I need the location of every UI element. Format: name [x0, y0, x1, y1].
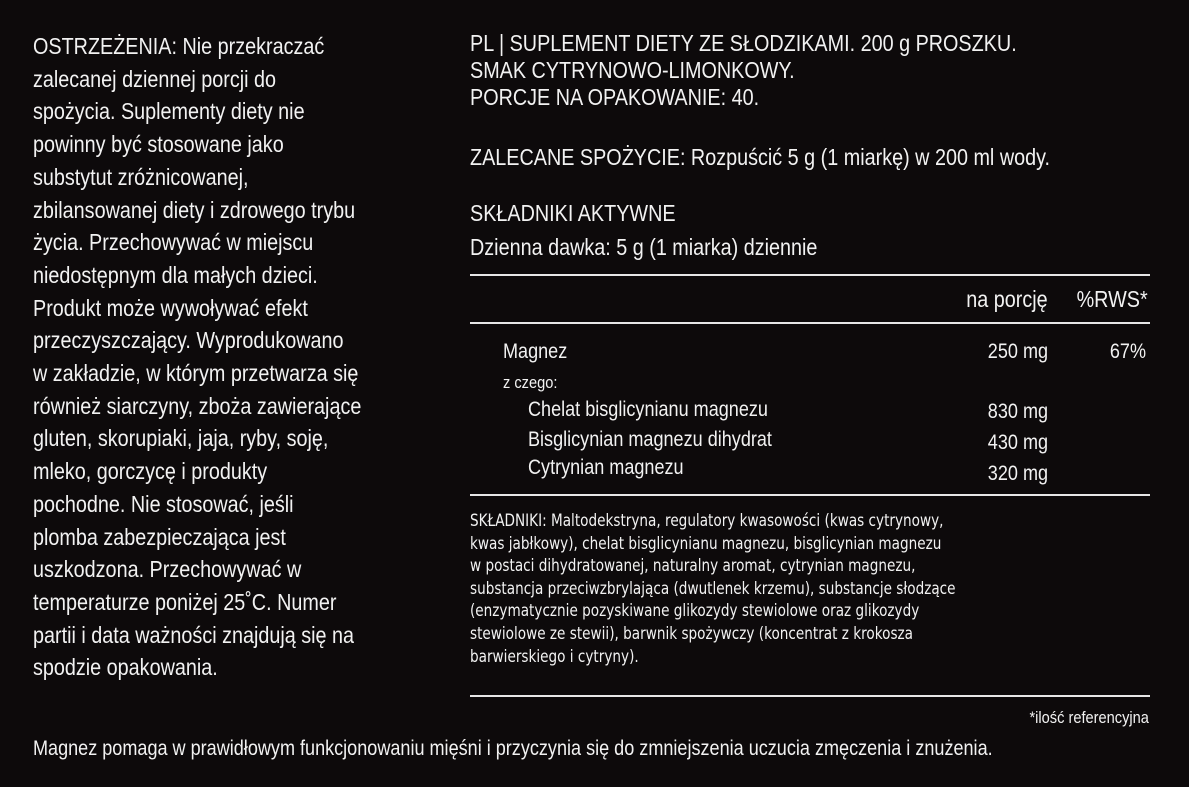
table-row-name: Chelat bisglicynianu magnezu — [528, 398, 768, 421]
daily-dose-line: Dzienna dawka: 5 g (1 miarka) dziennie — [470, 234, 818, 260]
product-title: PL | SUPLEMENT DIETY ZE SŁODZIKAMI. 200 g PROSZKU. — [470, 30, 1017, 56]
warning-line: gluten, skorupiaki, jaja, ryby, soję, — [33, 425, 329, 452]
table-row-subheading: z czego: — [503, 373, 558, 392]
ingredients-line: stewiolowe ze stewii), barwnik spożywczy (koncentrat z krokosza — [470, 623, 914, 644]
warning-line: niedostępnym dla małych dzieci. — [33, 261, 318, 288]
warning-line: partii i data ważności znajdują się na — [33, 621, 355, 648]
warning-line: substytut zróżnicowanej, — [33, 163, 249, 190]
ingredients-bottom-rule — [470, 695, 1150, 697]
warning-text-block — [33, 30, 453, 684]
col-header-rws: %RWS* — [1076, 286, 1148, 312]
table-row-amount: 250 mg — [987, 340, 1048, 363]
table-bottom-rule — [470, 494, 1150, 496]
warning-line: Produkt może wywoływać efekt — [33, 294, 308, 321]
health-claim: Magnez pomaga w prawidłowym funkcjonowaniu mięśni i przyczynia się do zmniejszenia uczucia zmęczenia i znużenia. — [33, 737, 993, 760]
col-header-per-serving: na porcję — [966, 286, 1048, 312]
warning-line: mleko, gorczycę i produkty — [33, 458, 268, 485]
warning-line: życia. Przechowywać w miejscu — [33, 229, 314, 256]
recommended-dosage: ZALECANE SPOŻYCIE: Rozpuścić 5 g (1 miarkę) w 200 ml wody. — [470, 144, 1051, 170]
warning-line: plomba zabezpieczająca jest — [33, 523, 286, 550]
warning-line: temperaturze poniżej 25˚C. Numer — [33, 588, 337, 615]
ingredients-block — [470, 510, 1150, 668]
table-row-amount: 320 mg — [987, 462, 1048, 485]
warning-line: zbilansowanej diety i zdrowego trybu — [33, 196, 356, 223]
table-row-amount: 430 mg — [987, 431, 1048, 454]
table-row-rws: 67% — [1109, 340, 1146, 363]
reference-footnote: *ilość referencyjna — [1029, 708, 1149, 727]
table-header-rule — [470, 322, 1150, 324]
product-header — [470, 30, 1150, 111]
table-top-rule — [470, 274, 1150, 276]
ingredients-line: (enzymatycznie pozyskiwane glikozydy stewiolowe oraz glikozydy — [470, 601, 920, 622]
ingredients-line: w postaci dihydratowanej, naturalny aromat, cytrynian magnezu, — [470, 556, 916, 577]
ingredients-line: kwas jabłkowy), chelat bisglicynianu magnezu, bisglicynian magnezu — [470, 533, 942, 554]
table-row-name: Magnez — [503, 340, 568, 363]
warning-line: spożycia. Suplementy diety nie — [33, 98, 305, 125]
table-row-name: Cytrynian magnezu — [528, 456, 684, 479]
warning-line: spodzie opakowania. — [33, 654, 218, 681]
warning-line: w zakładzie, w którym przetwarza się — [33, 360, 359, 387]
servings-line: PORCJE NA OPAKOWANIE: 40. — [470, 84, 760, 110]
warning-line: pochodne. Nie stosować, jeśli — [33, 490, 294, 517]
table-row-name: Bisglicynian magnezu dihydrat — [528, 428, 772, 451]
warning-line: również siarczyny, zboża zawierające — [33, 392, 362, 419]
ingredients-line: SKŁADNIKI: Maltodekstryna, regulatory kwasowości (kwas cytrynowy, — [470, 511, 944, 531]
table-row-amount: 830 mg — [987, 400, 1048, 423]
flavor-line: SMAK CYTRYNOWO-LIMONKOWY. — [470, 57, 795, 83]
warning-line: powinny być stosowane jako — [33, 131, 284, 158]
ingredients-line: barwierskiego i cytryny). — [470, 646, 639, 667]
warning-line: OSTRZEŻENIA: Nie przekraczać — [33, 33, 325, 59]
warning-line: uszkodzona. Przechowywać w — [33, 556, 302, 583]
ingredients-line: substancja przeciwzbrylająca (dwutlenek krzemu), substancje słodzące — [470, 578, 956, 599]
warning-line: przeczyszczający. Wyprodukowano — [33, 327, 344, 354]
warning-line: zalecanej dziennej porcji do — [33, 65, 277, 92]
active-ingredients-title: SKŁADNIKI AKTYWNE — [470, 200, 676, 226]
